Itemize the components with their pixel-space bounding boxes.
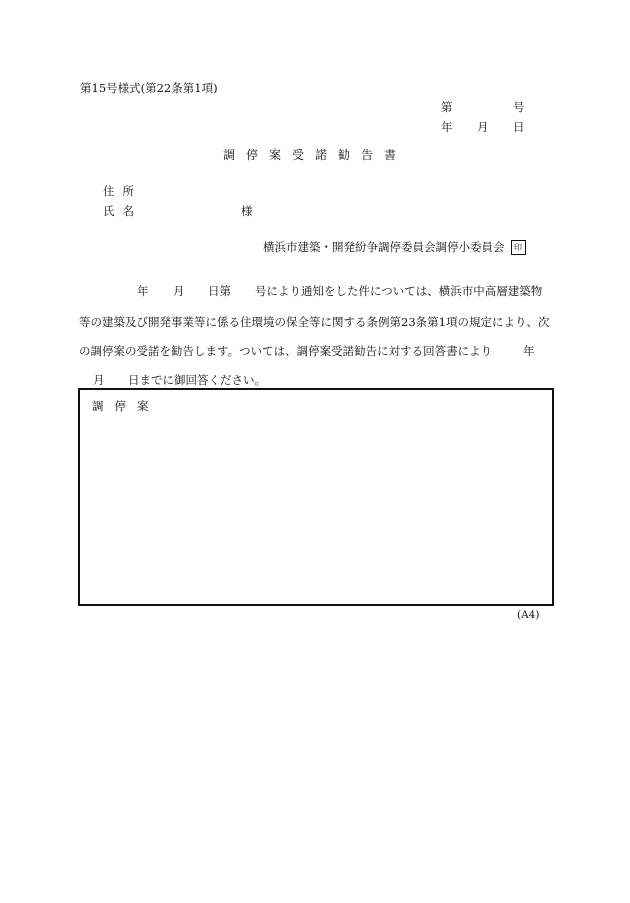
body-line-2: 等の建築及び開発事業等に係る住環境の保全等に関する条例第23条第1項の規定により、次 bbox=[79, 315, 550, 329]
mediation-proposal-label: 調停案 bbox=[92, 399, 160, 413]
body-month: 月 bbox=[173, 284, 185, 298]
address-label: 住所 bbox=[103, 184, 142, 198]
date-month: 月 bbox=[477, 120, 489, 134]
mediation-proposal-box bbox=[78, 388, 554, 606]
date-day: 日 bbox=[513, 120, 525, 134]
reply-year: 年 bbox=[523, 344, 535, 358]
document-number-suffix: 号 bbox=[513, 100, 525, 114]
sender-committee bbox=[263, 239, 526, 256]
body-year: 年 bbox=[137, 284, 149, 298]
reply-month: 月 bbox=[93, 373, 105, 387]
name-label: 氏名 bbox=[103, 204, 142, 218]
body-day-no: 日第 bbox=[208, 284, 231, 298]
date-year: 年 bbox=[441, 120, 453, 134]
committee-name: 横浜市建築・開発紛争調停委員会調停小委員会 bbox=[263, 240, 505, 254]
body-line-1-text: 号により通知をした件については、横浜市中高層建築物 bbox=[255, 284, 543, 298]
body-line-3-text: の調停案の受諾を勧告します。ついては、調停案受諾勧告に対する回答書により bbox=[79, 344, 493, 358]
document-number-prefix: 第 bbox=[441, 100, 453, 114]
document-title: 調停案受諾勧告書 bbox=[222, 148, 407, 162]
form-number: 第15号様式(第22条第1項) bbox=[80, 81, 218, 95]
honorific: 様 bbox=[241, 204, 253, 218]
seal-mark: 印 bbox=[511, 240, 526, 255]
paper-size: (A4) bbox=[517, 609, 540, 621]
body-line-4-text: 日までに御回答ください。 bbox=[128, 373, 266, 387]
